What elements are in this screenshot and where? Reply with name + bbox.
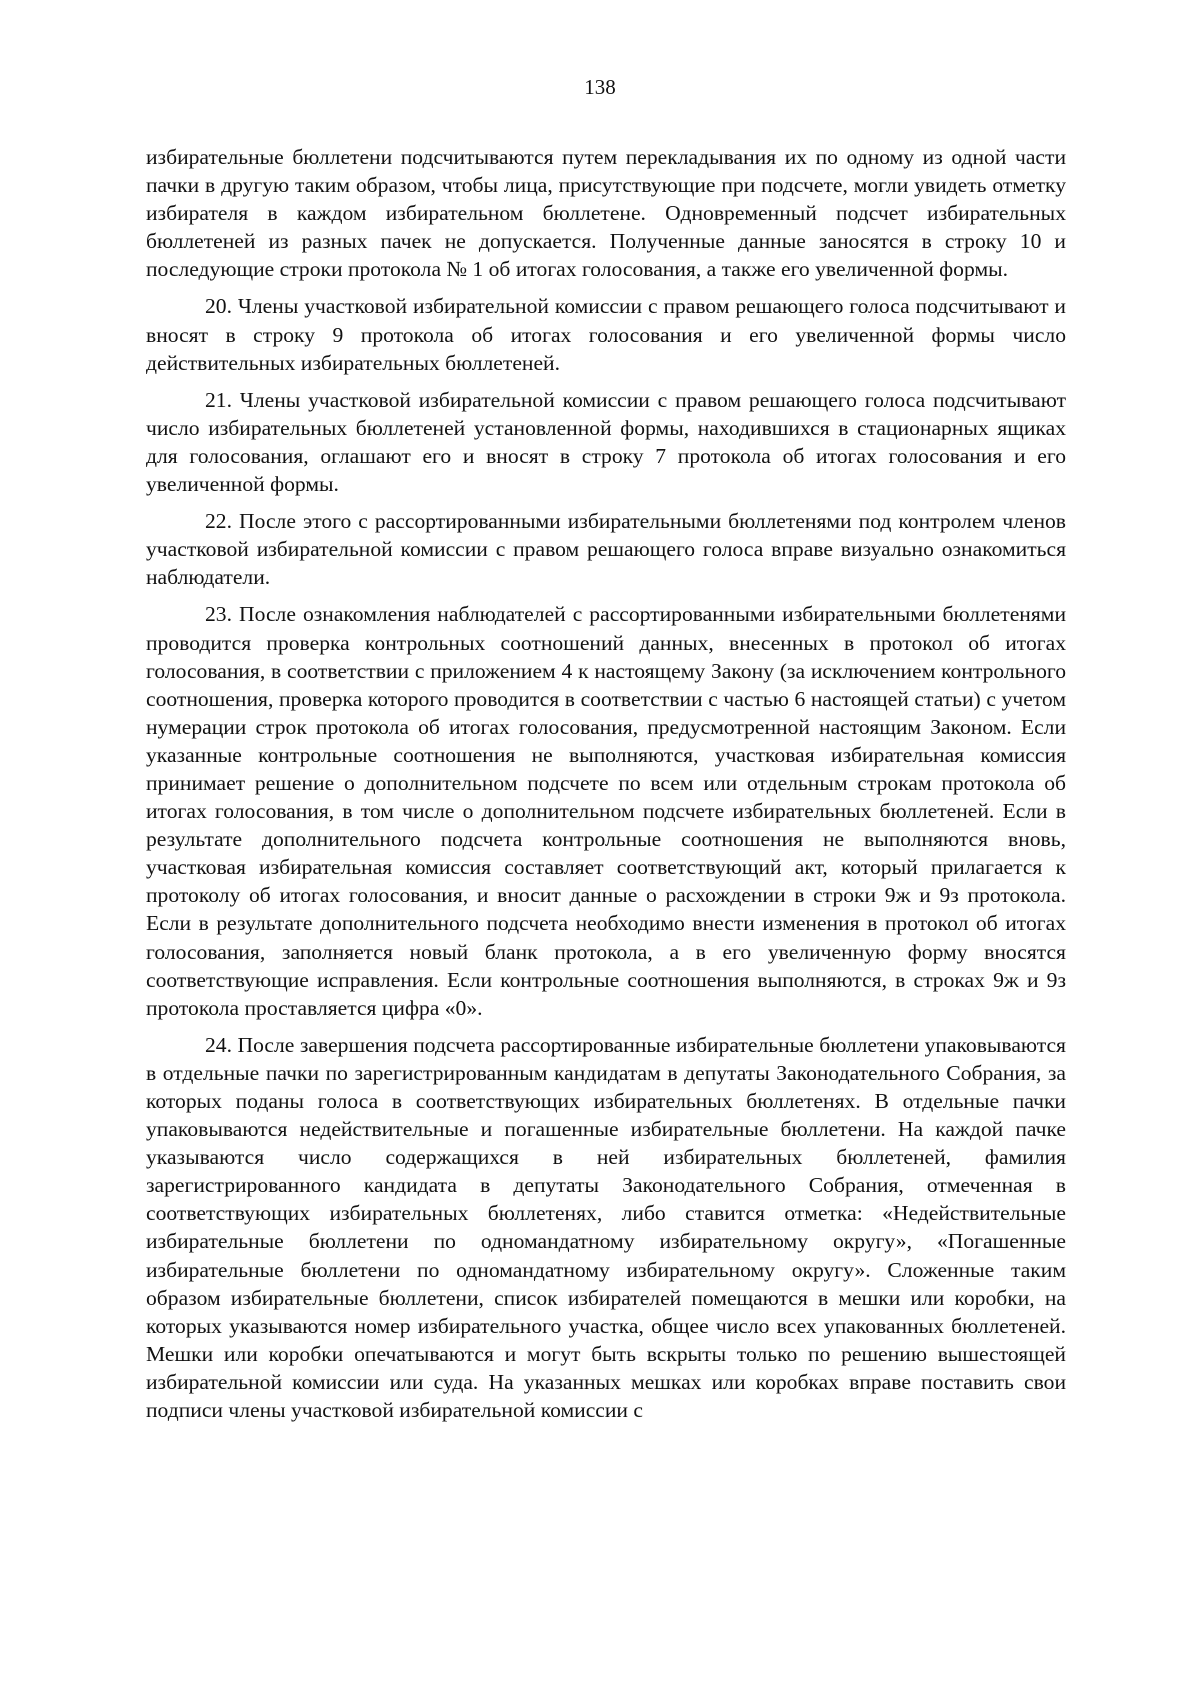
paragraph-continued: избирательные бюллетени подсчитываются путем перекладывания их по одному из одной части пачки в другую таким образом, чтобы лица, присутствующие при подсчете, могли увидеть отметку избирателя в каждом избирательном бюллетене. Одновременный подсчет избирательных бюллетеней из разных пачек не допускается. Полученные данные заносятся в строку 10 и последующие строки протокола № 1 об итогах голосования, а также его увеличенной формы. — [146, 145, 1066, 282]
paragraph-clause-23: 23. После ознакомления наблюдателей с рассортированными избирательными бюллетенями проводится проверка контрольных соотношений данных, внесенных в протокол об итогах голосования, в соответствии с приложением 4 к настоящему Закону (за исключением контрольного соотношения, проверка которого проводится в соответствии с частью 6 настоящей статьи) с учетом нумерации строк протокола об итогах голосования, предусмотренной настоящим Законом. Если указанные контрольные соотношения не выполняются, участковая избирательная комиссия принимает решение о дополнительном подсчете по всем или отдельным строкам протокола об итогах голосования, в том числе о дополнительном подсчете избирательных бюллетеней. Если в результате дополнительного подсчета контрольные соотношения не выполняются вновь, участковая избирательная комиссия составляет соответствующий акт, который прилагается к протоколу об итогах голосования, и вносит данные о расхождении в строки 9ж и 9з протокола. Если в результате дополнительного подсчета необходимо внести изменения в протокол об итогах голосования, заполняется новый бланк протокола, а в его увеличенную форму вносятся соответствующие исправления. Если контрольные соотношения выполняются, в строках 9ж и 9з протокола проставляется цифра «0». — [146, 602, 1066, 1020]
paragraph-clause-20: 20. Члены участковой избирательной комиссии с правом решающего голоса подсчитывают и вносят в строку 9 протокола об итогах голосования и его увеличенной формы число действительных избирательных бюллетеней. — [146, 294, 1066, 375]
paragraph-clause-22: 22. После этого с рассортированными избирательными бюллетенями под контролем членов участковой избирательной комиссии с правом решающего голоса вправе визуально ознакомиться наблюдатели. — [146, 509, 1066, 590]
page-number: 138 — [584, 75, 616, 99]
body-text — [146, 143, 1066, 1433]
paragraph-clause-24: 24. После завершения подсчета рассортированные избирательные бюллетени упаковываются в отдельные пачки по зарегистрированным кандидатам в депутаты Законодательного Собрания, за которых поданы голоса в соответствующих избирательных бюллетенях. В отдельные пачки упаковываются недействительные и погашенные избирательные бюллетени. На каждой пачке указываются число содержащихся в ней избирательных бюллетеней, фамилия зарегистрированного кандидата в депутаты Законодательного Собрания, отмеченная в соответствующих избирательных бюллетенях, либо ставится отметка: «Недействительные избирательные бюллетени по одномандатному избирательному округу», «Погашенные избирательные бюллетени по одномандатному избирательному округу». Сложенные таким образом избирательные бюллетени, список избирателей помещаются в мешки или коробки, на которых указываются номер избирательного участка, общее число всех упакованных бюллетеней. Мешки или коробки опечатываются и могут быть вскрыты только по решению вышестоящей избирательной комиссии или суда. На указанных мешках или коробках вправе поставить свои подписи члены участковой избирательной комиссии с — [146, 1032, 1066, 1423]
paragraph-clause-21: 21. Члены участковой избирательной комиссии с правом решающего голоса подсчитывают число избирательных бюллетеней установленной формы, находившихся в стационарных ящиках для голосования, оглашают его и вносят в строку 7 протокола об итогах голосования и его увеличенной формы. — [146, 387, 1066, 497]
